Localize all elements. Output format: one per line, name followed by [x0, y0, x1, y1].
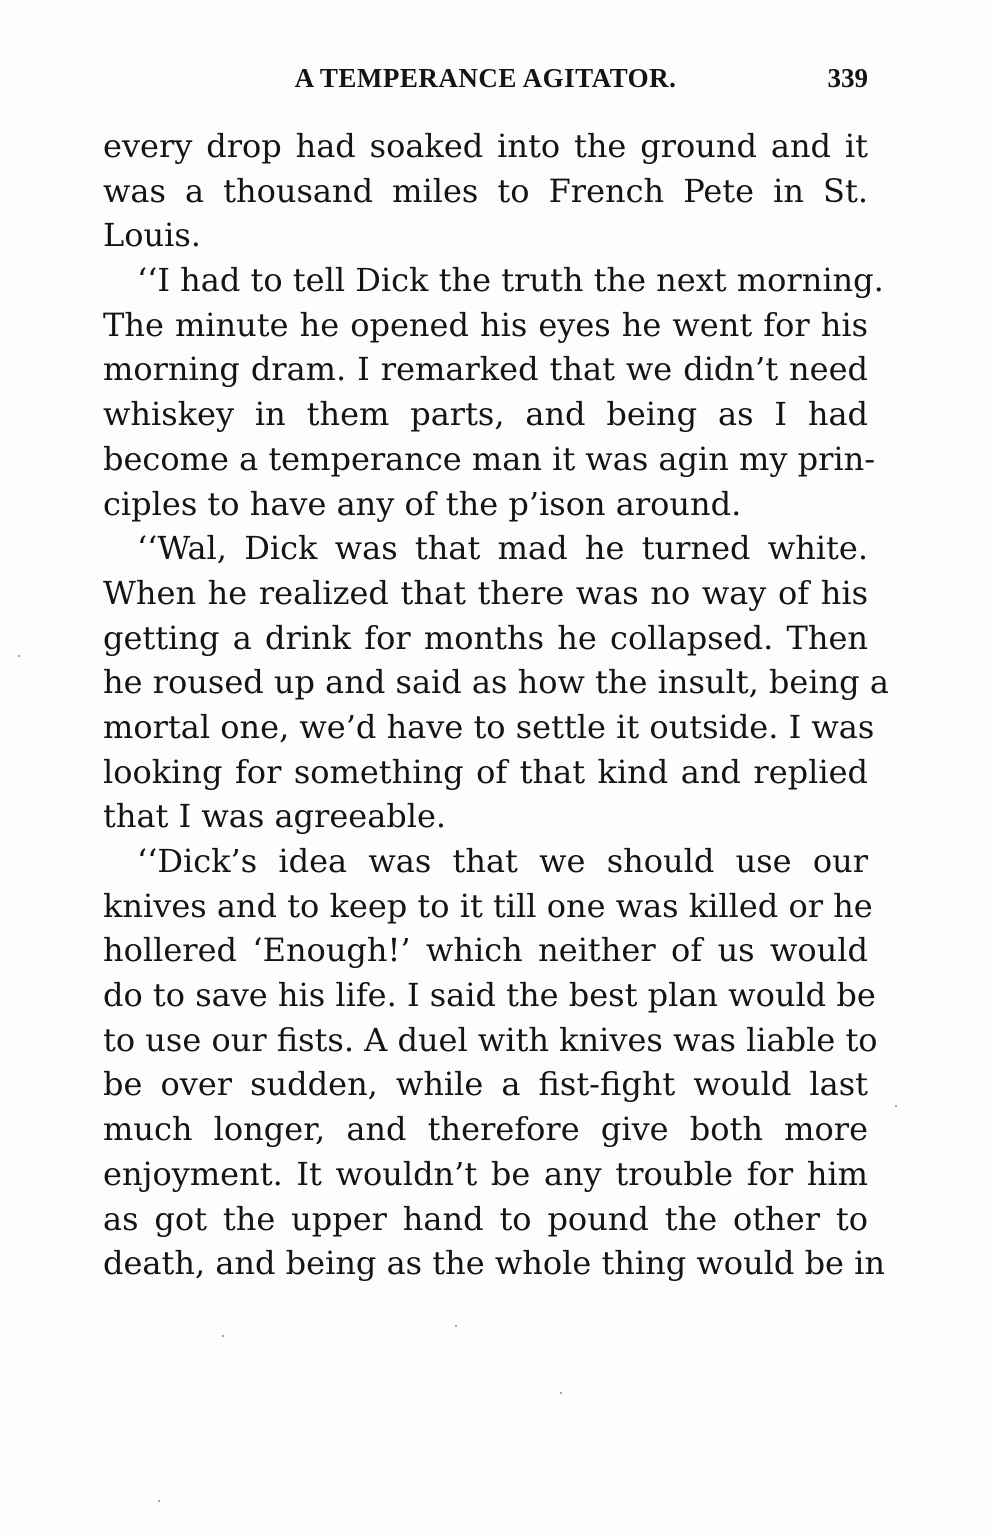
text-line: getting a drink for months he collapsed. Then	[103, 618, 868, 657]
text-line: ciples to have any of the p’ison around.	[103, 484, 742, 523]
page-number: 339	[827, 63, 868, 93]
text-line: When he realized that there was no way of his	[103, 573, 868, 612]
scan-speck	[560, 1392, 562, 1394]
scan-speck	[158, 1500, 160, 1502]
text-line: become a temperance man it was agin my prin-	[103, 439, 876, 478]
text-line: ‘‘Dick’s idea was that we should use our	[137, 842, 868, 880]
text-line: knives and to keep to it till one was killed or he	[103, 886, 873, 925]
scan-speck	[455, 1325, 457, 1327]
text-line: ‘‘I had to tell Dick the truth the next morning.	[137, 261, 884, 300]
text-line: whiskey in them parts, and being as I had	[103, 395, 868, 434]
text-line: was a thousand miles to French Pete in St.	[103, 171, 868, 210]
text-line: morning dram. I remarked that we didn’t need	[103, 350, 868, 389]
text-line: death, and being as the whole thing would be in	[103, 1244, 885, 1283]
scan-speck	[18, 655, 20, 657]
text-line: to use our fists. A duel with knives was liable to	[103, 1020, 878, 1059]
text-line: ‘‘Wal, Dick was that mad he turned white.	[137, 529, 868, 568]
text-line: hollered ‘Enough!’ which neither of us would	[103, 931, 868, 970]
text-line: much longer, and therefore give both more	[103, 1110, 868, 1149]
running-title: A TEMPERANCE AGITATOR.	[294, 63, 677, 93]
scan-speck	[222, 1335, 224, 1337]
text-line: mortal one, we’d have to settle it outside. I was	[103, 707, 875, 746]
text-line: that I was agreeable.	[103, 797, 447, 836]
text-line: enjoyment. It wouldn’t be any trouble for him	[103, 1154, 868, 1193]
text-line: every drop had soaked into the ground and it	[103, 127, 868, 165]
text-line: Louis.	[103, 216, 201, 255]
text-line: The minute he opened his eyes he went for his	[103, 305, 868, 344]
running-head	[103, 58, 868, 98]
text-line: be over sudden, while a fist-fight would last	[103, 1065, 868, 1104]
text-line: as got the upper hand to pound the other to	[103, 1199, 868, 1238]
scan-speck	[895, 1105, 897, 1107]
text-line: do to save his life. I said the best plan would be	[103, 976, 876, 1015]
text-line: he roused up and said as how the insult, being a	[103, 663, 889, 702]
body-text	[103, 124, 889, 1286]
text-line: looking for something of that kind and replied	[103, 752, 868, 791]
